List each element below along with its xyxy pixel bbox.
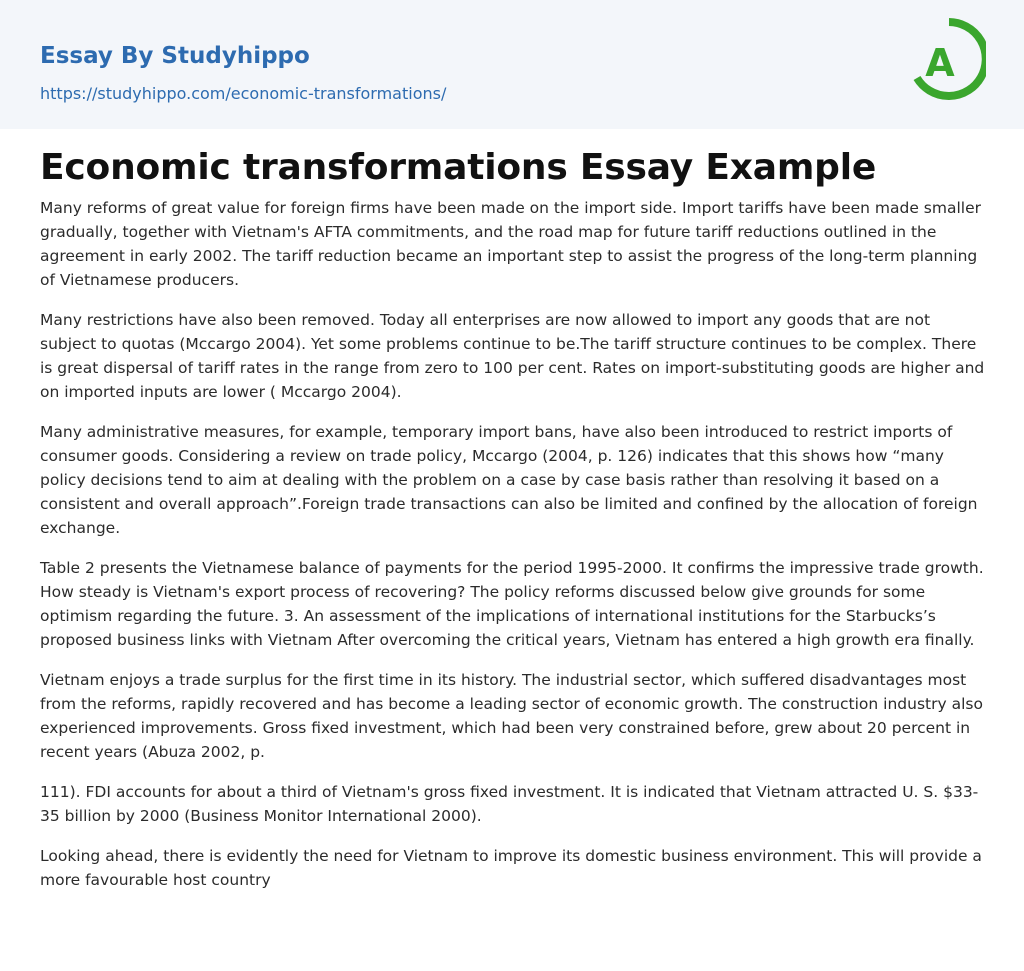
paragraph: Many reforms of great value for foreign firms have been made on the import side. Import tariffs have been made smaller gradually, together with Vietnam's AFTA commitments, and the road map for future tariff reductions outlined in the agreement in early 2002. The tariff reduction became an important step to assist the progress of the long-term planning of Vietnamese producers. [40, 199, 982, 289]
studyhippo-logo-icon[interactable] [912, 18, 986, 106]
page-title: Economic transformations Essay Example [40, 147, 877, 188]
paragraph: Looking ahead, there is evidently the need for Vietnam to improve its domestic business environment. This will provide a more favourable host country [40, 847, 982, 889]
paragraph: Many administrative measures, for example, temporary import bans, have also been introduced to restrict imports of consumer goods. Considering a review on trade policy, Mccargo (2004, p. 126) indicates that this shows how “many policy decisions tend to aim at dealing with the problem on a case by case basis rather than resolving it based on a consistent and overall approach”.Foreign trade transactions can also be limited and confined by the allocation of foreign exchange. [40, 423, 978, 537]
site-header [0, 0, 1024, 129]
paragraph: Table 2 presents the Vietnamese balance of payments for the period 1995-2000. It confirms the impressive trade growth. How steady is Vietnam's export process of recovering? The policy reforms discussed below give grounds for some optimism regarding the future. 3. An assessment of the implications of international institutions for the Starbucks’s proposed business links with Vietnam After overcoming the critical years, Vietnam has entered a high growth era finally. [40, 559, 984, 649]
brand-title[interactable]: Essay By Studyhippo [40, 43, 310, 69]
paragraph: Vietnam enjoys a trade surplus for the first time in its history. The industrial sector, which suffered disadvantages most from the reforms, rapidly recovered and has become a leading sector of economic growth. The construction industry also experienced improvements. Gross fixed investment, which had been very constrained before, grew about 20 percent in recent years (Abuza 2002, p. [40, 671, 983, 761]
article-content [40, 146, 986, 908]
source-url-link[interactable]: https://studyhippo.com/economic-transformations/ [40, 84, 447, 103]
paragraph: 111). FDI accounts for about a third of Vietnam's gross fixed investment. It is indicated that Vietnam attracted U. S. $33-35 billion by 2000 (Business Monitor International 2000). [40, 783, 979, 825]
paragraph: Many restrictions have also been removed. Today all enterprises are now allowed to import any goods that are not subject to quotas (Mccargo 2004). Yet some problems continue to be.The tariff structure continues to be complex. There is great dispersal of tariff rates in the range from zero to 100 per cent. Rates on import-substituting goods are higher and on imported inputs are lower ( Mccargo 2004). [40, 311, 985, 401]
logo-letter: A [925, 41, 955, 85]
